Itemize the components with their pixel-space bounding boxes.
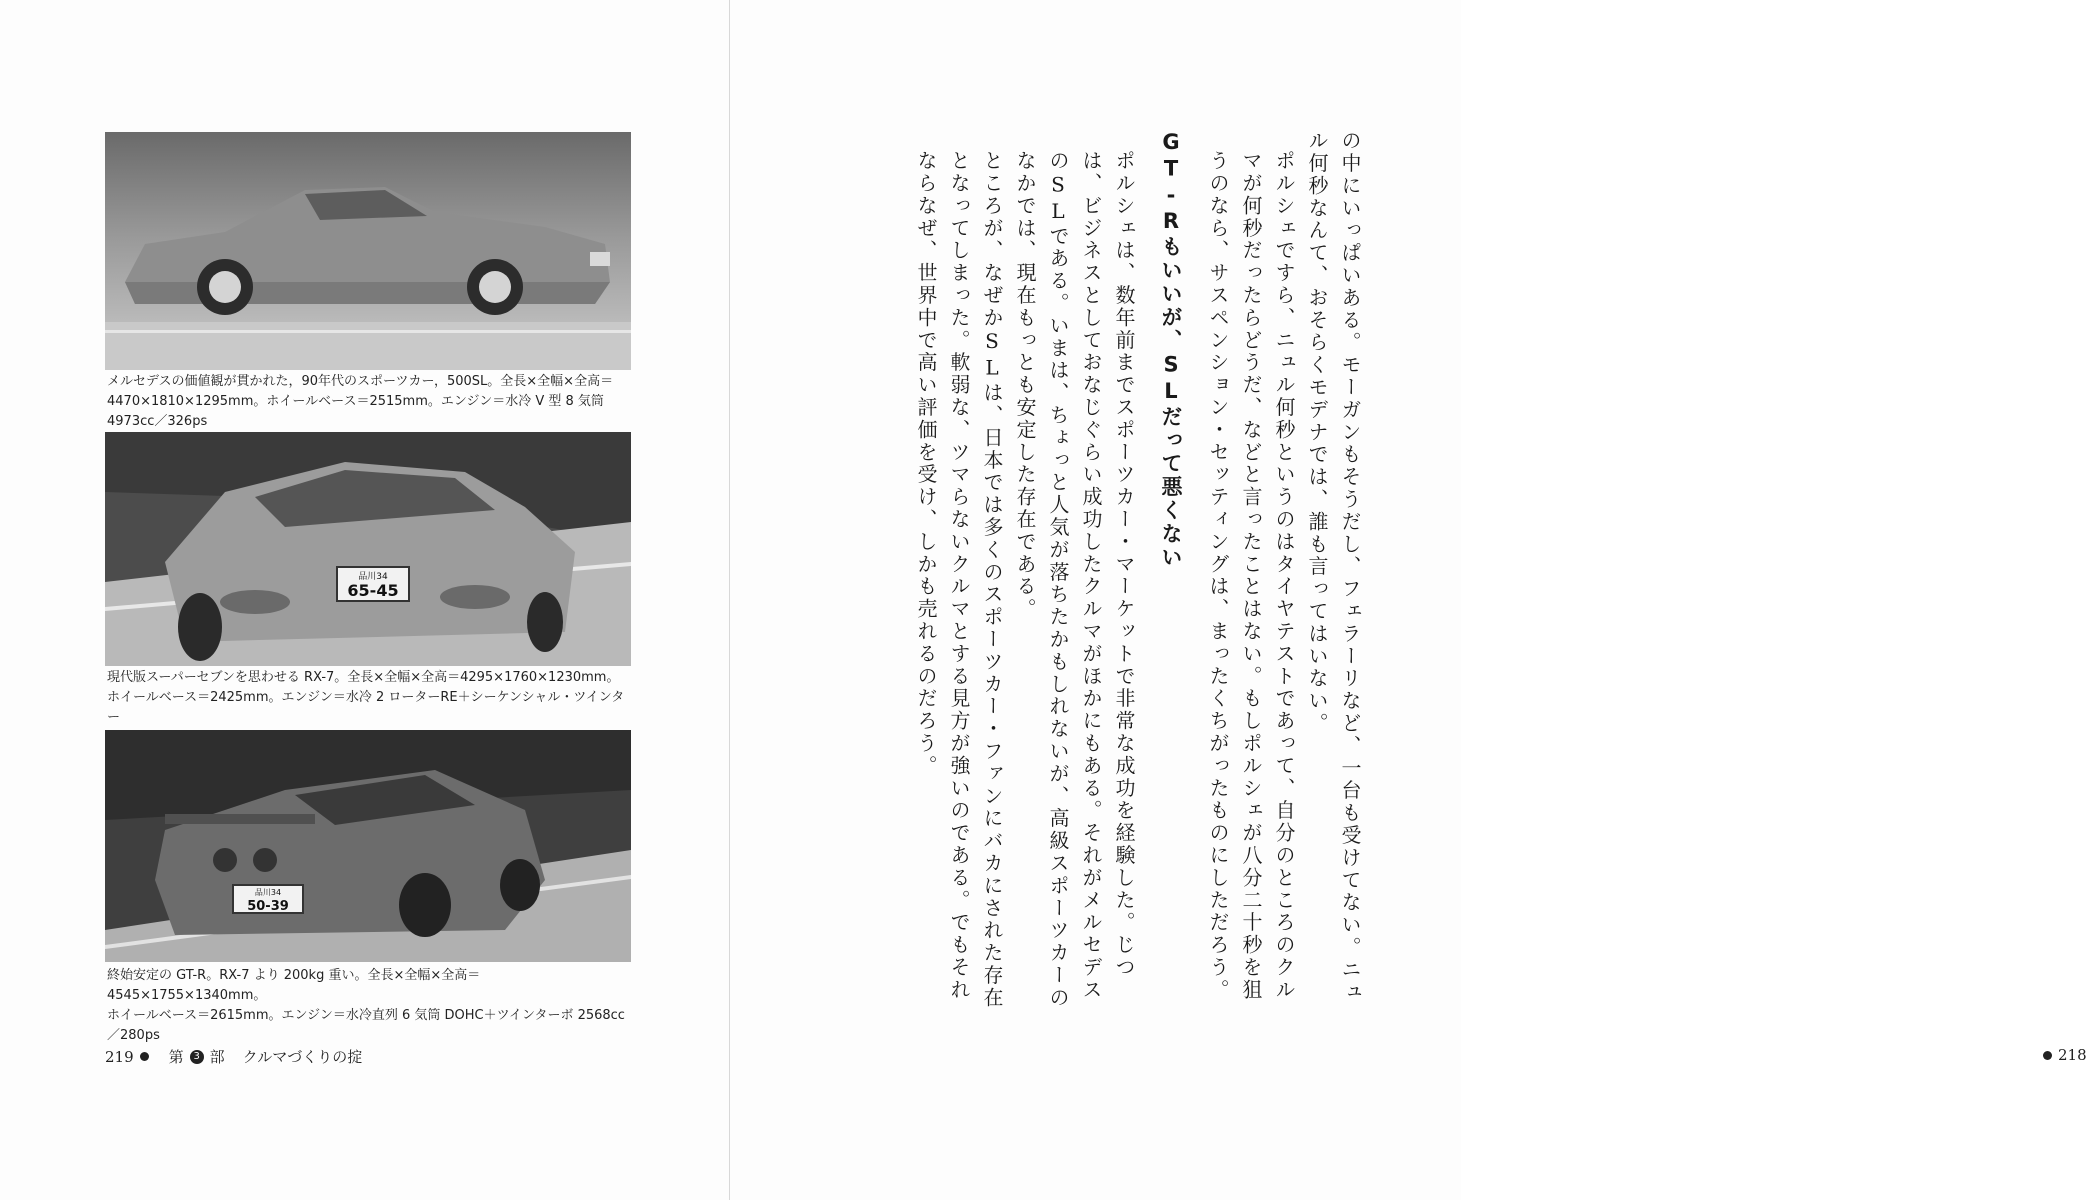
photo-nissan-gtr bbox=[105, 730, 631, 962]
part-label: 第 bbox=[168, 1048, 184, 1066]
right-page bbox=[730, 0, 2087, 1200]
caption-mercedes-500sl: メルセデスの価値観が貫かれた，90年代のスポーツカー，500SL。全長×全幅×全高＝ 4470×1810×1295mm。ホイールベース＝2515mm。エンジン＝水冷 V 型 8 気筒 4973cc／326ps bbox=[107, 374, 614, 429]
caption-nissan-gtr: 終始安定の GT-R。RX-7 より 200kg 重い。全長×全幅×全高＝4545×1755×1340mm。 ホイールベース＝2615mm。エンジン＝水冷直列 6 気筒 DOHC＋ツインターボ 2568cc ／280ps bbox=[107, 968, 625, 1043]
body-paragraph: ところが、なぜかSLは、日本では多くのスポーツカー・ファンにバカにされた存在となってしまった。軟弱な、ツマらないクルマとする見方が強いのである。でもそれならなぜ、世界中で高い評価を受け、しかも売れるのだろう。 bbox=[914, 150, 1004, 1010]
right-folio: 218 bbox=[2058, 1046, 2087, 1064]
gtr-plate-top: 品川34 bbox=[254, 888, 282, 897]
body-paragraph: ポルシェですら、ニュル何秒というのはタイヤテストであって、自分のところのクルマが何秒だったらどうだ、などと言ったことはない。もしポルシェが八分二十秒を狙うのなら、サスペンション・セッティングは、まったくちがったものにしただろう。 bbox=[1206, 150, 1296, 1002]
folio-bullet-icon bbox=[140, 1052, 149, 1061]
right-running-footer bbox=[2043, 1046, 2087, 1064]
mercedes-500sl-image bbox=[105, 132, 631, 370]
body-paragraph: ポルシェは、数年前までスポーツカー・マーケットで非常な成功を経験した。じつは、ビジネスとしておなじぐらい成功したクルマがほかにもある。それがメルセデスのSLである。いまは、ちょっと人気が落ちたかもしれないが、高級スポーツカーのなかでは、現在もっとも安定した存在である。 bbox=[1013, 150, 1136, 1010]
photo-mercedes-500sl bbox=[105, 132, 631, 370]
rx7-plate-top: 品川34 bbox=[358, 572, 388, 582]
rx7-plate-main: 65-45 bbox=[347, 581, 399, 600]
left-running-footer bbox=[105, 1046, 362, 1067]
folio-bullet-icon bbox=[2043, 1051, 2052, 1060]
left-page bbox=[0, 0, 730, 1200]
section-title: クルマづくりの掟 bbox=[242, 1048, 363, 1066]
photo-mazda-rx7 bbox=[105, 432, 631, 666]
mazda-rx7-image bbox=[105, 432, 631, 666]
left-folio: 219 bbox=[105, 1047, 134, 1066]
nissan-gtr-image bbox=[105, 730, 631, 962]
part-suffix: 部 bbox=[209, 1048, 225, 1066]
section-heading: GT-Rもいいが、SLだって悪くない bbox=[1159, 130, 1183, 570]
gtr-plate-main: 50-39 bbox=[247, 899, 289, 914]
part-number-badge: 3 bbox=[190, 1050, 204, 1064]
vertical-body-text bbox=[909, 130, 1366, 1010]
body-paragraph: の中にいっぱいある。モーガンもそうだし、フェラーリなど、一台も受けてない。ニュル何秒なんて、おそらくモデナでは、誰も言ってはいない。 bbox=[1305, 130, 1362, 1004]
caption-mazda-rx7: 現代版スーパーセブンを思わせる RX-7。全長×全幅×全高＝4295×1760×1230mm。 ホイールベース＝2425mm。エンジン＝水冷 2 ローターRE＋シーケンシャル・ツインター bbox=[107, 670, 625, 725]
